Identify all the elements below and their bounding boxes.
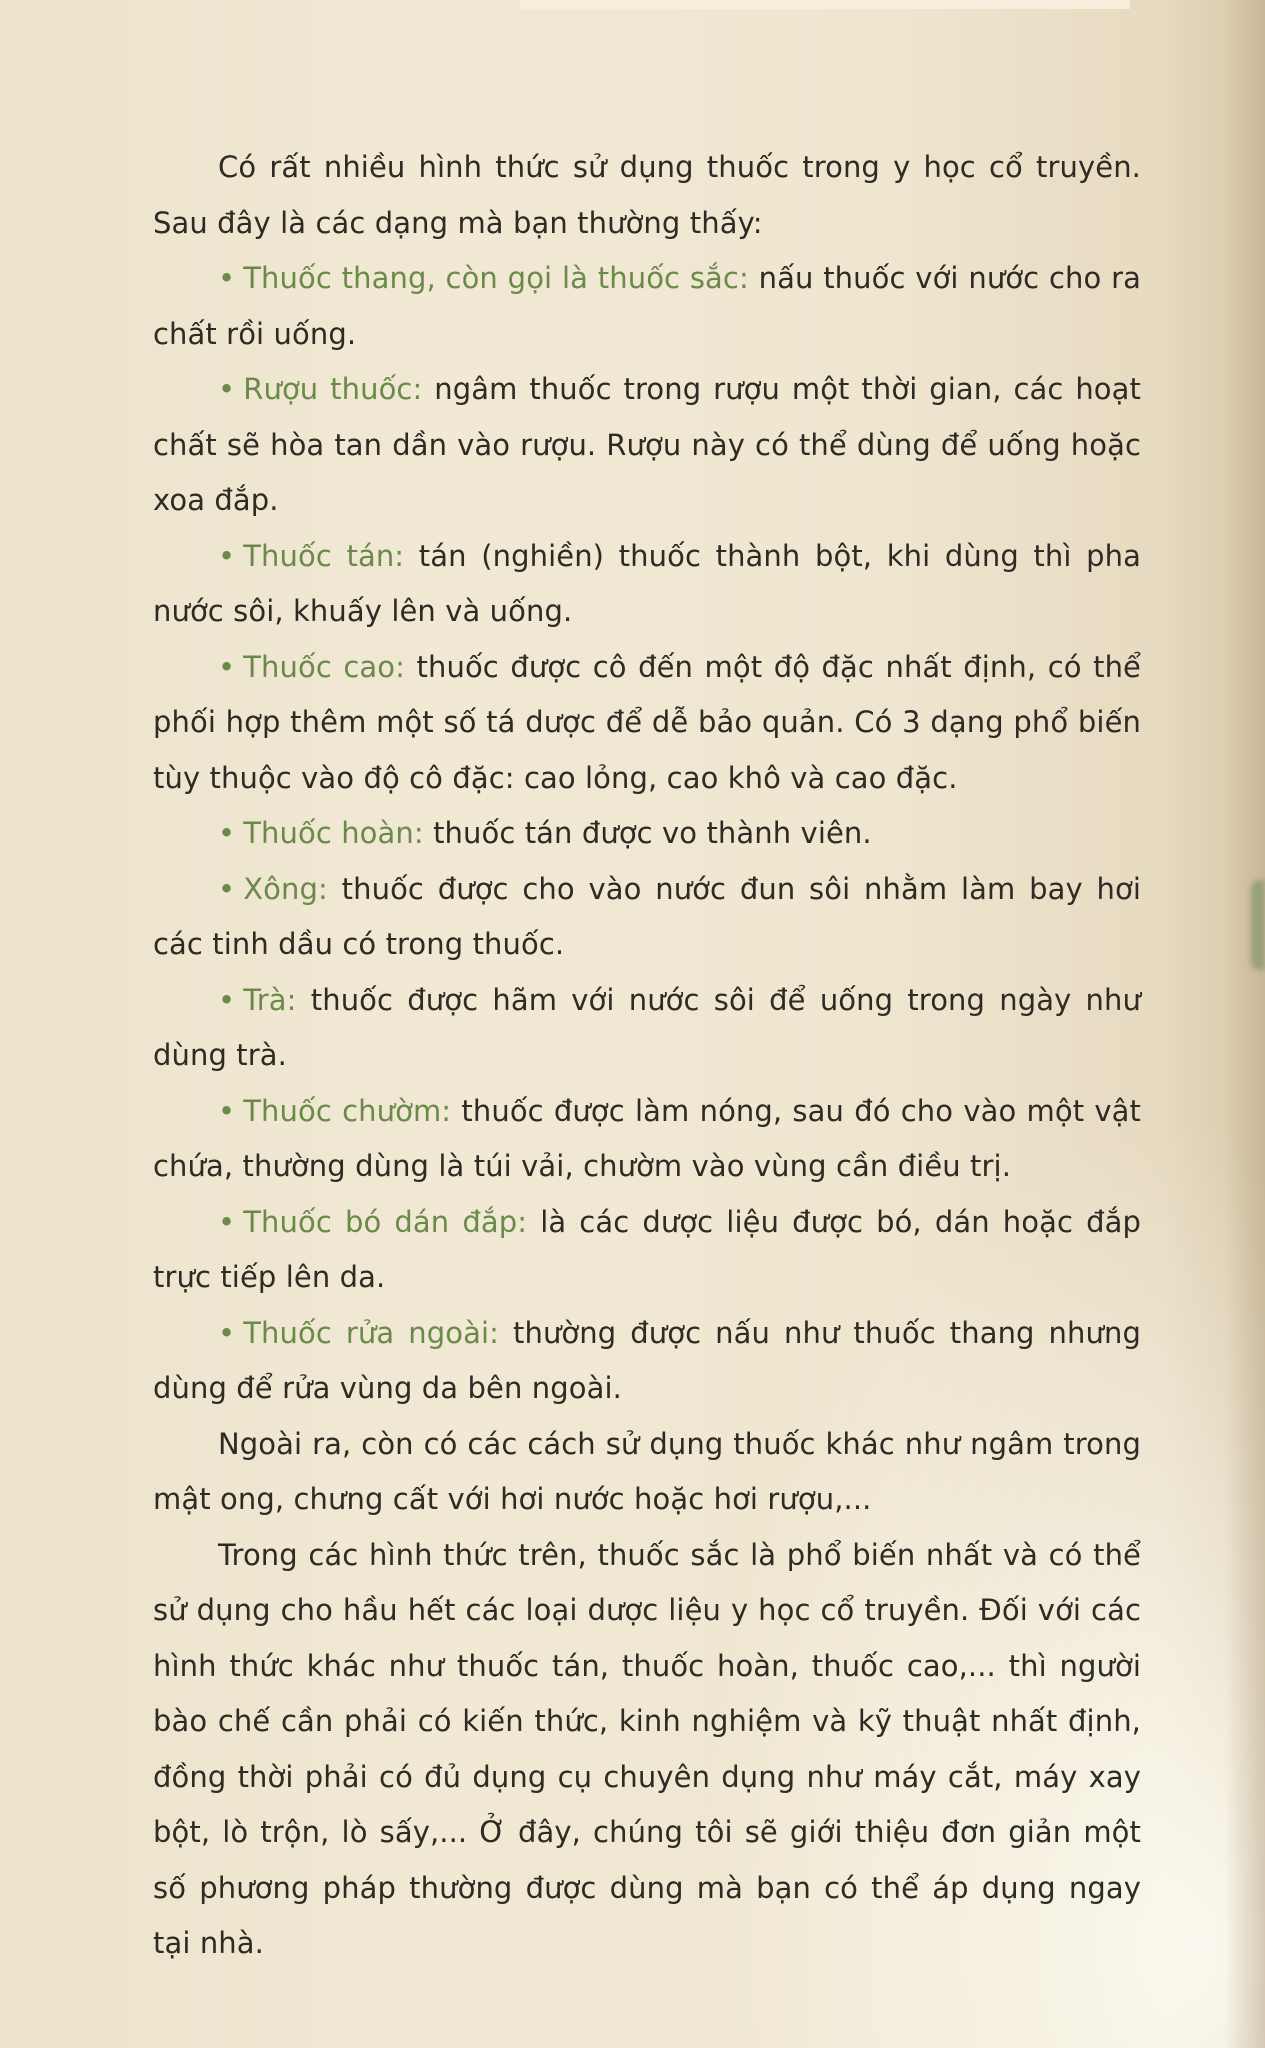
- item-label: Thuốc cao:: [243, 649, 406, 684]
- bullet-icon: •: [218, 538, 236, 573]
- bullet-icon: •: [218, 372, 236, 406]
- intro-paragraph: Có rất nhiều hình thức sử dụng thuốc trong y học cổ truyền. Sau đây là các dạng mà bạn thường thấy:: [153, 150, 1141, 240]
- item-label: Rượu thuốc:: [243, 372, 423, 406]
- list-item-thuoc-chuom: [153, 1084, 1141, 1195]
- conclusion-paragraph: Trong các hình thức trên, thuốc sắc là phổ biến nhất và có thể sử dụng cho hầu hết các loại dược liệu y học cổ truyền. Đối với các hình thức khác như thuốc tán, thuốc hoàn, thuốc cao,... thì người bào chế cần phải có kiến thức, kinh nghiệm và kỹ thuật nhất định, đồng thời phải có đủ dụng cụ chuyên dụng như máy cắt, máy xay bột, lò trộn, lò sấy,... Ở đây, chúng tôi sẽ giới thiệu đơn giản một số phương pháp thường được dùng mà bạn có thể áp dụng ngay tại nhà.: [153, 1537, 1141, 1960]
- list-item-thuoc-rua-ngoai: [153, 1306, 1141, 1417]
- bullet-icon: •: [218, 1315, 236, 1350]
- item-text: thường được nấu như thuốc thang nhưng dùng để rửa vùng da bên ngoài.: [153, 1315, 1141, 1405]
- list-item-thuoc-tan: [153, 529, 1141, 640]
- other-methods-paragraph: Ngoài ra, còn có các cách sử dụng thuốc khác như ngâm trong mật ong, chưng cất với hơi nước hoặc hơi rượu,...: [153, 1426, 1141, 1516]
- item-text: nấu thuốc với nước cho ra chất rồi uống.: [153, 261, 1141, 351]
- item-text: thuốc được hãm với nước sôi để uống trong ngày như dùng trà.: [153, 982, 1141, 1072]
- bullet-icon: •: [218, 1204, 236, 1239]
- item-label: Xông:: [243, 871, 328, 906]
- list-item-ruou-thuoc: [153, 362, 1141, 529]
- page-top-edge: [520, 0, 1130, 9]
- list-item-thuoc-bo-dan-dap: [153, 1195, 1141, 1306]
- page-fold-shadow: [1225, 0, 1265, 2048]
- item-label: Thuốc hoàn:: [243, 816, 424, 850]
- item-text: thuốc được làm nóng, sau đó cho vào một vật chứa, thường dùng là túi vải, chườm vào vùng cần điều trị.: [153, 1093, 1142, 1183]
- item-label: Thuốc thang, còn gọi là thuốc sắc:: [243, 261, 749, 295]
- item-label: Thuốc bó dán đắp:: [243, 1204, 528, 1239]
- item-text: thuốc được cô đến một độ đặc nhất định, có thể phối hợp thêm một số tá dược để dễ bảo quản. Có 3 dạng phổ biến tùy thuộc vào độ cô đặc: cao lỏng, cao khô và cao đặc.: [153, 649, 1141, 795]
- item-label: Thuốc chườm:: [243, 1093, 452, 1128]
- item-label: Thuốc tán:: [243, 538, 405, 573]
- bullet-icon: •: [218, 649, 236, 684]
- item-label: Trà:: [243, 982, 297, 1017]
- item-text: là các dược liệu được bó, dán hoặc đắp trực tiếp lên da.: [153, 1204, 1141, 1294]
- item-label: Thuốc rửa ngoài:: [243, 1315, 499, 1350]
- bullet-icon: •: [218, 816, 236, 850]
- page-body: [153, 140, 1141, 1972]
- bullet-icon: •: [218, 261, 236, 295]
- list-item-tra: [153, 973, 1141, 1084]
- item-text: thuốc được cho vào nước đun sôi nhằm làm bay hơi các tinh dầu có trong thuốc.: [153, 871, 1141, 961]
- item-text: tán (nghiền) thuốc thành bột, khi dùng thì pha nước sôi, khuấy lên và uống.: [153, 538, 1142, 628]
- list-item-xong: [153, 862, 1141, 973]
- bullet-icon: •: [218, 982, 236, 1017]
- bullet-icon: •: [218, 1093, 236, 1128]
- item-text: thuốc tán được vo thành viên.: [423, 816, 872, 850]
- adjacent-page-edge: [1251, 880, 1265, 970]
- item-text: ngâm thuốc trong rượu một thời gian, các hoạt chất sẽ hòa tan dần vào rượu. Rượu này có thể dùng để uống hoặc xoa đắp.: [153, 372, 1141, 517]
- list-item-thuoc-thang: [153, 251, 1141, 362]
- bullet-icon: •: [218, 871, 236, 906]
- list-item-thuoc-cao: [153, 640, 1141, 807]
- list-item-thuoc-hoan: [153, 806, 1141, 862]
